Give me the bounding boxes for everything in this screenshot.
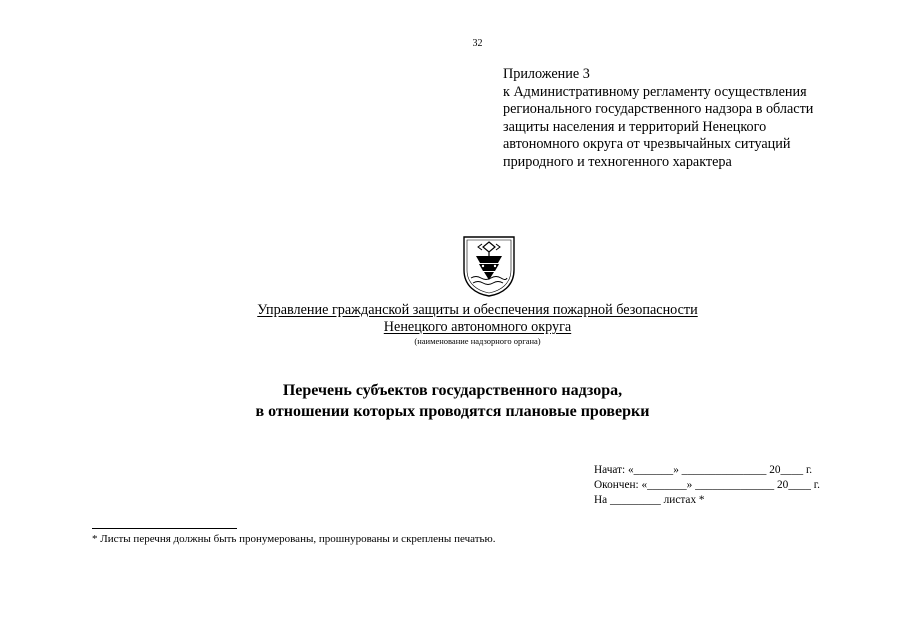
document-title (0, 380, 905, 422)
authority-block (0, 302, 905, 347)
appendix-block (503, 66, 898, 171)
appendix-line: Приложение 3 (503, 66, 590, 82)
finished-line: Окончен: «_______» ______________ 20____ г. (594, 479, 820, 491)
footnote-text: * Листы перечня должны быть пронумерованы, прошнурованы и скреплены печатью. (92, 533, 496, 545)
footnote-divider (92, 528, 237, 529)
page-number: 32 (472, 38, 483, 49)
authority-caption: (наименование надзорного органа) (414, 336, 541, 346)
appendix-line: к Административному регламенту осуществления (503, 83, 807, 100)
appendix-line: природного и техногенного характера (503, 153, 732, 170)
coat-of-arms-icon (460, 234, 518, 298)
appendix-line: автономного округа от чрезвычайных ситуаций (503, 136, 791, 152)
appendix-line: защиты населения и территорий Ненецкого (503, 118, 767, 135)
authority-name-line1: Управление гражданской защиты и обеспечения пожарной безопасности (257, 302, 698, 318)
started-line: Начат: «_______» _______________ 20____ г. (594, 464, 813, 476)
appendix-line: регионального государственного надзора в области (503, 101, 814, 117)
sheets-line: На _________ листах * (594, 494, 705, 506)
dates-block (594, 463, 820, 508)
document-title-line2: в отношении которых проводятся плановые проверки (255, 403, 650, 420)
authority-name-line2: Ненецкого автономного округа (383, 319, 572, 335)
document-title-line1: Перечень субъектов государственного надзора, (282, 382, 623, 399)
